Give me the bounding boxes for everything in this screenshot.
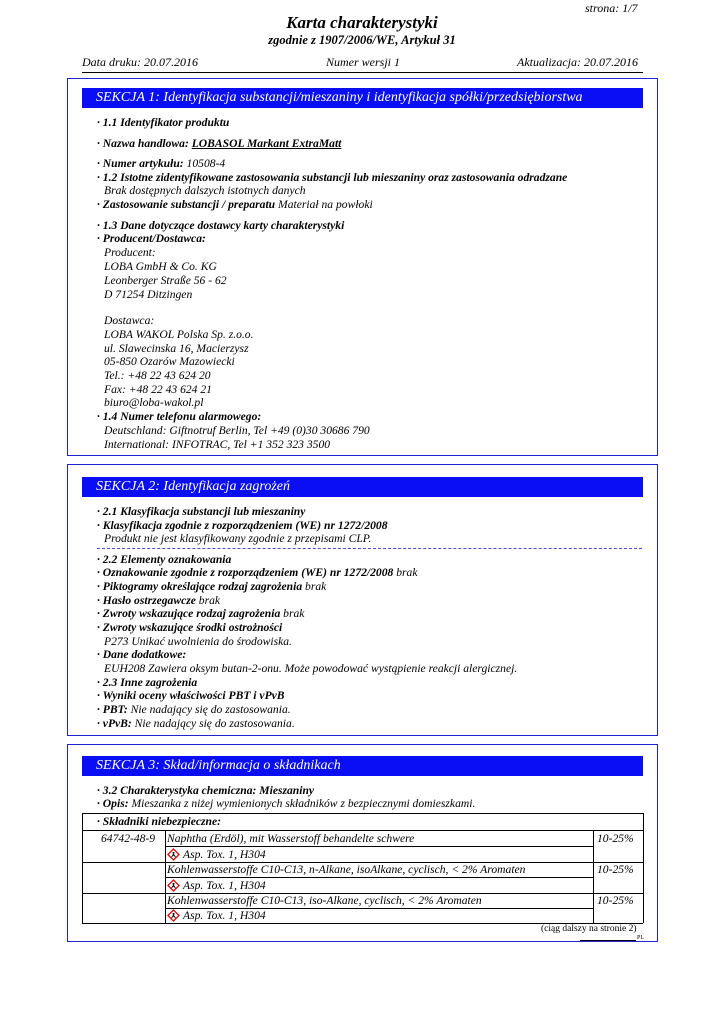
signal-word bbox=[97, 594, 220, 608]
precautionary-value: P273 Unikać uwolnienia do środowiska. bbox=[104, 635, 292, 648]
pbt-results-label: · Wyniki oceny właściwości PBT i vPvB bbox=[97, 689, 285, 702]
row1-name: Naphtha (Erdöl), mit Wasserstoff behandelte schwere bbox=[167, 832, 415, 845]
substance-use-label: · Zastosowanie substancji / preparatu bbox=[97, 198, 279, 211]
pbt bbox=[97, 703, 291, 717]
classification-regulation: · Klasyfikacja zgodnie z rozporządzeniem (WE) nr 1272/2008 bbox=[97, 519, 388, 532]
update-date: Aktualizacja: 20.07.2016 bbox=[517, 55, 638, 69]
health-hazard-pictogram-icon bbox=[167, 848, 180, 861]
section-3-heading: SEKCJA 3: Skład/informacja o składnikach bbox=[82, 756, 643, 776]
language-code: PL bbox=[637, 935, 645, 941]
description bbox=[97, 797, 475, 811]
section-2-heading: SEKCJA 2: Identyfikacja zagrożeń bbox=[82, 477, 643, 497]
emergency-phone-intl: International: INFOTRAC, Tel +1 352 323 3500 bbox=[104, 438, 331, 451]
supplier-phone: Tel.: +48 22 43 624 20 bbox=[104, 369, 211, 382]
supplier-name: LOBA WAKOL Polska Sp. z.o.o. bbox=[104, 328, 254, 341]
article-number bbox=[97, 157, 225, 171]
trade-name bbox=[97, 137, 341, 151]
label-elements: · 2.2 Elementy oznakowania bbox=[97, 553, 232, 566]
additional-info-value: EUH208 Zawiera oksym butan-2-onu. Może powodować wystąpienie reakcji alergicznej. bbox=[104, 662, 518, 675]
hazard-statements bbox=[97, 607, 304, 621]
row1-cas: 64742-48-9 bbox=[101, 832, 156, 845]
supplier-city: 05-850 Ozarów Mazowiecki bbox=[104, 355, 235, 368]
vpvb-label: · vPvB: bbox=[97, 717, 135, 730]
producer-supplier-label: · Producent/Dostawca: bbox=[97, 232, 206, 245]
table-border-right bbox=[643, 813, 644, 923]
print-date: Data druku: 20.07.2016 bbox=[82, 55, 198, 69]
uses-value: Brak dostępnych dalszych istotnych danych bbox=[104, 184, 306, 197]
emergency-phone-label: · 1.4 Numer telefonu alarmowego: bbox=[97, 410, 262, 423]
row2-class-text: Asp. Tox. 1, H304 bbox=[183, 879, 266, 892]
continued-note: (ciąg dalszy na stronie 2) bbox=[541, 924, 637, 934]
article-number-label: · Numer artykułu: bbox=[97, 157, 187, 170]
header-rule bbox=[82, 72, 643, 73]
footer-rule bbox=[580, 940, 636, 941]
supplier-fax: Fax: +48 22 43 624 21 bbox=[104, 383, 212, 396]
labelling-label: · Oznakowanie zgodnie z rozporządzeniem (WE) nr 1272/2008 bbox=[97, 566, 397, 579]
labelling bbox=[97, 566, 418, 580]
trade-name-label: · Nazwa handlowa: bbox=[97, 137, 192, 150]
table-col-divider-1 bbox=[165, 830, 166, 923]
row3-class-text: Asp. Tox. 1, H304 bbox=[183, 909, 266, 922]
pbt-value: Nie nadający się do zastosowania. bbox=[130, 703, 291, 716]
other-hazards-label: · 2.3 Inne zagrożenia bbox=[97, 676, 198, 689]
hazard-statements-value: brak bbox=[283, 607, 305, 620]
document-subtitle: zgodnie z 1907/2006/WE, Artykuł 31 bbox=[268, 33, 456, 47]
table-rule-top bbox=[82, 813, 643, 814]
producer-name: LOBA GmbH & Co. KG bbox=[104, 260, 217, 273]
producer-label: Producent: bbox=[104, 246, 156, 259]
producer-street: Leonberger Straße 56 - 62 bbox=[104, 274, 227, 287]
product-identifier-label: · 1.1 Identyfikator produktu bbox=[97, 116, 230, 129]
vpvb-value: Nie nadający się do zastosowania. bbox=[134, 717, 295, 730]
article-number-value: 10508-4 bbox=[186, 157, 226, 170]
substance-use-value: Materiał na powłoki bbox=[278, 198, 373, 211]
health-hazard-pictogram-icon bbox=[167, 879, 180, 892]
row3-classification bbox=[167, 909, 266, 923]
document-title: Karta charakterystyki bbox=[286, 13, 438, 32]
precautionary-label: · Zwroty wskazujące środki ostrożności bbox=[97, 621, 283, 634]
row1-class-text: Asp. Tox. 1, H304 bbox=[183, 848, 266, 861]
vpvb bbox=[97, 717, 295, 731]
table-border-left bbox=[82, 813, 83, 923]
components-table-header: · Składniki niebezpieczne: bbox=[97, 815, 221, 828]
chemical-characterization: · 3.2 Charakterystyka chemiczna: Mieszaniny bbox=[97, 784, 315, 797]
supplier-label: Dostawca: bbox=[104, 314, 155, 327]
description-value: Mieszanka z niżej wymienionych składników z bezpiecznymi domieszkami. bbox=[131, 797, 476, 810]
row1-percent: 10-25% bbox=[597, 832, 634, 845]
classification-value: Produkt nie jest klasyfikowany zgodnie z przepisami CLP. bbox=[104, 532, 372, 545]
health-hazard-pictogram-icon bbox=[167, 909, 180, 922]
section-2-divider bbox=[97, 548, 642, 549]
row1-classification bbox=[167, 848, 266, 862]
row2-percent: 10-25% bbox=[597, 863, 634, 876]
pictograms bbox=[97, 580, 326, 594]
page-number: strona: 1/7 bbox=[585, 1, 638, 15]
labelling-value: brak bbox=[396, 566, 418, 579]
table-rule-header bbox=[82, 830, 643, 831]
row2-classification bbox=[167, 879, 266, 893]
supplier-details-label: · 1.3 Dane dotyczące dostawcy karty charakterystyki bbox=[97, 219, 345, 232]
emergency-phone-de: Deutschland: Giftnotruf Berlin, Tel +49 (0)30 30686 790 bbox=[104, 424, 370, 437]
row3-name: Kohlenwasserstoffe C10-C13, iso-Alkane, cyclisch, < 2% Aromaten bbox=[167, 894, 482, 907]
signal-word-label: · Hasło ostrzegawcze bbox=[97, 594, 199, 607]
trade-name-value: LOBASOL Markant ExtraMatt bbox=[191, 137, 342, 150]
row3-percent: 10-25% bbox=[597, 894, 634, 907]
uses-label: · 1.2 Istotne zidentyfikowane zastosowania substancji lub mieszaniny oraz zastosowania odradzane bbox=[97, 171, 568, 184]
pictograms-label: · Piktogramy określające rodzaj zagrożenia bbox=[97, 580, 306, 593]
pictograms-value: brak bbox=[305, 580, 327, 593]
pbt-label: · PBT: bbox=[97, 703, 131, 716]
hazard-statements-label: · Zwroty wskazujące rodzaj zagrożenia bbox=[97, 607, 284, 620]
classification-label: · 2.1 Klasyfikacja substancji lub mieszaniny bbox=[97, 505, 306, 518]
table-rule-sub1 bbox=[165, 846, 593, 847]
supplier-email: biuro@loba-wakol.pl bbox=[104, 396, 204, 409]
version-number: Numer wersji 1 bbox=[326, 55, 401, 69]
supplier-street: ul. Slawecinska 16, Macierzysz bbox=[104, 342, 249, 355]
section-1-heading: SEKCJA 1: Identyfikacja substancji/mieszaniny i identyfikacja spółki/przedsiębiorstwa bbox=[82, 88, 643, 108]
signal-word-value: brak bbox=[198, 594, 221, 607]
table-rule-sub2 bbox=[165, 877, 593, 878]
row2-name: Kohlenwasserstoffe C10-C13, n-Alkane, isoAlkane, cyclisch, < 2% Aromaten bbox=[167, 863, 526, 876]
producer-city: D 71254 Ditzingen bbox=[104, 288, 193, 301]
description-label: · Opis: bbox=[97, 797, 132, 810]
additional-info-label: · Dane dodatkowe: bbox=[97, 648, 187, 661]
substance-use bbox=[97, 198, 373, 212]
table-col-divider-2 bbox=[593, 830, 594, 923]
